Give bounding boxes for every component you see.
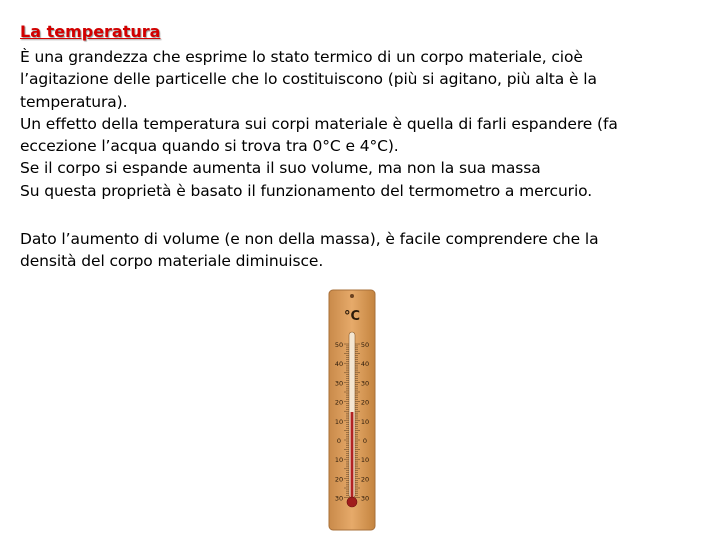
paragraph-line: È una grandezza che esprime lo stato termico di un corpo materiale, cioè — [20, 48, 583, 66]
page-title: La temperatura — [20, 22, 161, 41]
scale-label: 10 — [334, 456, 344, 465]
paragraph-line: Su questa proprietà è basato il funzionamento del termometro a mercurio. — [20, 181, 593, 200]
thermometer-image — [328, 284, 376, 532]
main-paragraph — [20, 46, 710, 202]
scale-label: 30 — [360, 379, 370, 388]
scale-label: 20 — [360, 398, 370, 407]
scale-label: 50 — [360, 341, 370, 349]
unit-label: °C — [343, 309, 361, 324]
paragraph-line: eccezione l’acqua quando si trova tra 0°C e 4°C). — [20, 137, 399, 156]
scale-label: 0 — [336, 437, 342, 445]
thermometer-bulb — [347, 497, 357, 507]
scale-label: 30 — [334, 379, 344, 388]
paragraph-line: densità del corpo materiale diminuisce. — [20, 252, 324, 271]
hanging-hole — [350, 294, 354, 298]
scale-label: 40 — [334, 360, 344, 369]
scale-label: 30 — [334, 494, 344, 503]
scale-label: 0 — [362, 437, 368, 445]
scale-label: 40 — [360, 360, 370, 369]
scale-label: 10 — [360, 456, 370, 465]
paragraph-line: Se il corpo si espande aumenta il suo volume, ma non la sua massa — [20, 159, 541, 178]
scale-label: 10 — [334, 417, 344, 426]
scale-label: 10 — [360, 417, 370, 426]
paragraph-line: l’agitazione delle particelle che lo costituiscono (più si agitano, più alta è la — [20, 70, 597, 89]
scale-label: 20 — [334, 475, 344, 484]
scale-label: 20 — [360, 475, 370, 484]
paragraph-line: temperatura). — [20, 92, 128, 111]
paragraph-line: Dato l’aumento di volume (e non della massa), è facile comprendere che la — [20, 230, 599, 248]
liquid-column — [351, 412, 354, 498]
scale-label: 50 — [334, 341, 344, 349]
paragraph-line: Un effetto della temperatura sui corpi materiale è quella di farli espandere (fa — [20, 114, 618, 133]
scale-label: 30 — [360, 494, 370, 503]
density-paragraph — [20, 228, 710, 273]
scale-label: 20 — [334, 398, 344, 407]
